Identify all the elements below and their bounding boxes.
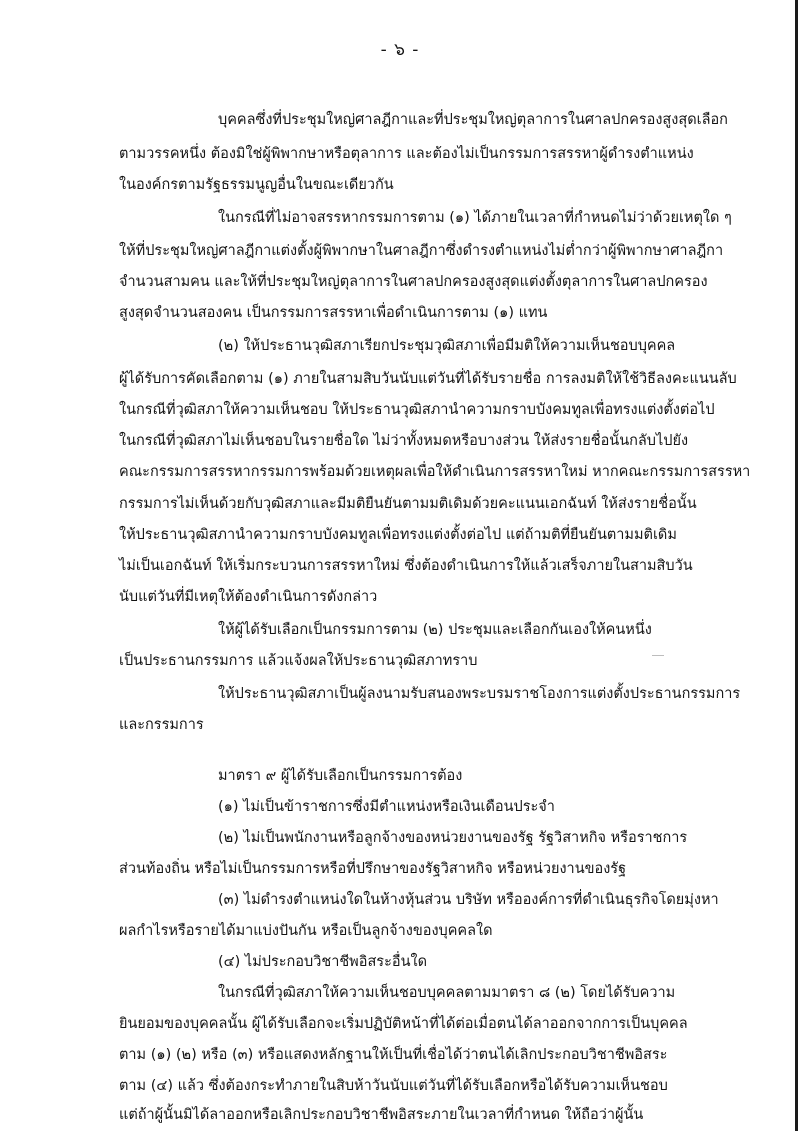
body-line: ให้ผู้ได้รับเลือกเป็นกรรมการตาม (๒) ประชุมและเลือกกันเองให้คนหนึ่ง xyxy=(218,622,652,638)
body-line: ในกรณีที่ไม่อาจสรรหากรรมการตาม (๑) ได้ภายในเวลาที่กำหนดไม่ว่าด้วยเหตุใด ๆ xyxy=(218,210,732,226)
body-line: สูงสุดจำนวนสองคน เป็นกรรมการสรรหาเพื่อดำเนินการตาม (๑) แทน xyxy=(119,305,548,321)
section-heading: มาตรา ๙ ผู้ได้รับเลือกเป็นกรรมการต้อง xyxy=(218,768,463,784)
body-line: และกรรมการ xyxy=(119,717,204,733)
body-line: ตาม (๔) แล้ว ซึ่งต้องกระทำภายในสิบห้าวันนับแต่วันที่ได้รับเลือกหรือได้รับความเห็นชอบ xyxy=(119,1078,668,1094)
body-line: ในกรณีที่วุฒิสภาให้ความเห็นชอบ ให้ประธานวุฒิสภานำความกราบบังคมทูลเพื่อทรงแต่งตั้งต่อไป xyxy=(119,402,715,418)
body-line: ให้ที่ประชุมใหญ่ศาลฎีกาแต่งตั้งผู้พิพากษาในศาลฎีกาซึ่งดำรงตำแหน่งไม่ต่ำกว่าผู้พิพากษาศาลฎีกา xyxy=(119,243,724,259)
list-item: (๓) ไม่ดำรงตำแหน่งใดในห้างหุ้นส่วน บริษัท หรือองค์การที่ดำเนินธุรกิจโดยมุ่งหา xyxy=(218,892,719,908)
body-line: ผู้ได้รับการคัดเลือกตาม (๑) ภายในสามสิบวันนับแต่วันที่ได้รับรายชื่อ การลงมติให้ใช้วิธีลงคะแนนลับ xyxy=(119,371,737,387)
body-line: ผลกำไรหรือรายได้มาแบ่งปันกัน หรือเป็นลูกจ้างของบุคคลใด xyxy=(119,923,493,939)
list-item: (๑) ไม่เป็นข้าราชการซึ่งมีตำแหน่งหรือเงินเดือนประจำ xyxy=(218,799,555,815)
body-line: จำนวนสามคน และให้ที่ประชุมใหญ่ตุลาการในศาลปกครองสูงสุดแต่งตั้งตุลาการในศาลปกครอง xyxy=(119,274,708,290)
body-line: (๒) ให้ประธานวุฒิสภาเรียกประชุมวุฒิสภาเพื่อมีมติให้ความเห็นชอบบุคคล xyxy=(218,338,676,354)
list-item: (๔) ไม่ประกอบวิชาชีพอิสระอื่นใด xyxy=(218,954,427,970)
scan-mark xyxy=(652,655,664,656)
body-line: ในองค์กรตามรัฐธรรมนูญอื่นในขณะเดียวกัน xyxy=(119,177,394,193)
body-line: คณะกรรมการสรรหากรรมการพร้อมด้วยเหตุผลเพื่อให้ดำเนินการสรรหาใหม่ หากคณะกรรมการสรรหา xyxy=(119,464,751,480)
body-line: บุคคลซึ่งที่ประชุมใหญ่ศาลฎีกาและที่ประชุมใหญ่ตุลาการในศาลปกครองสูงสุดเลือก xyxy=(218,112,728,128)
body-line: ให้ประธานวุฒิสภาเป็นผู้ลงนามรับสนองพระบรมราชโองการแต่งตั้งประธานกรรมการ xyxy=(218,686,741,702)
body-line: ตามวรรคหนึ่ง ต้องมิใช่ผู้พิพากษาหรือตุลาการ และต้องไม่เป็นกรรมการสรรหาผู้ดำรงตำแหน่ง xyxy=(119,146,694,162)
list-item: (๒) ไม่เป็นพนักงานหรือลูกจ้างของหน่วยงานของรัฐ รัฐวิสาหกิจ หรือราชการ xyxy=(218,830,688,846)
body-line: ในกรณีที่วุฒิสภาไม่เห็นชอบในรายชื่อใด ไม่ว่าทั้งหมดหรือบางส่วน ให้ส่งรายชื่อนั้นกลับไปยัง xyxy=(119,433,689,449)
scan-border xyxy=(795,0,798,1131)
body-line: ตาม (๑) (๒) หรือ (๓) หรือแสดงหลักฐานให้เป็นที่เชื่อได้ว่าตนได้เลิกประกอบวิชาชีพอิสระ xyxy=(119,1047,668,1063)
body-line: ส่วนท้องถิ่น หรือไม่เป็นกรรมการหรือที่ปรึกษาของรัฐวิสาหกิจ หรือหน่วยงานของรัฐ xyxy=(119,861,627,877)
body-line: ให้ประธานวุฒิสภานำความกราบบังคมทูลเพื่อทรงแต่งตั้งต่อไป แต่ถ้ามติที่ยืนยันตามมติเดิม xyxy=(119,527,677,543)
page-number: - ๖ - xyxy=(380,40,420,60)
body-line: ไม่เป็นเอกฉันท์ ให้เริ่มกระบวนการสรรหาใหม่ ซึ่งต้องดำเนินการให้แล้วเสร็จภายในสามสิบวัน xyxy=(119,558,693,574)
body-line: นับแต่วันที่มีเหตุให้ต้องดำเนินการดังกล่าว xyxy=(119,589,378,605)
body-line: แต่ถ้าผู้นั้นมิได้ลาออกหรือเลิกประกอบวิชาชีพอิสระภายในเวลาที่กำหนด ให้ถือว่าผู้นั้น xyxy=(119,1107,644,1123)
body-line: กรรมการไม่เห็นด้วยกับวุฒิสภาและมีมติยืนยันตามมติเดิมด้วยคะแนนเอกฉันท์ ให้ส่งรายชื่อนั้น xyxy=(119,496,697,512)
body-line: ยินยอมของบุคคลนั้น ผู้ได้รับเลือกจะเริ่มปฏิบัติหน้าที่ได้ต่อเมื่อตนได้ลาออกจากการเป็นบุคคล xyxy=(119,1016,688,1032)
body-line: ในกรณีที่วุฒิสภาให้ความเห็นชอบบุคคลตามมาตรา ๘ (๒) โดยได้รับความ xyxy=(218,985,676,1001)
body-line: เป็นประธานกรรมการ แล้วแจ้งผลให้ประธานวุฒิสภาทราบ xyxy=(119,653,478,669)
